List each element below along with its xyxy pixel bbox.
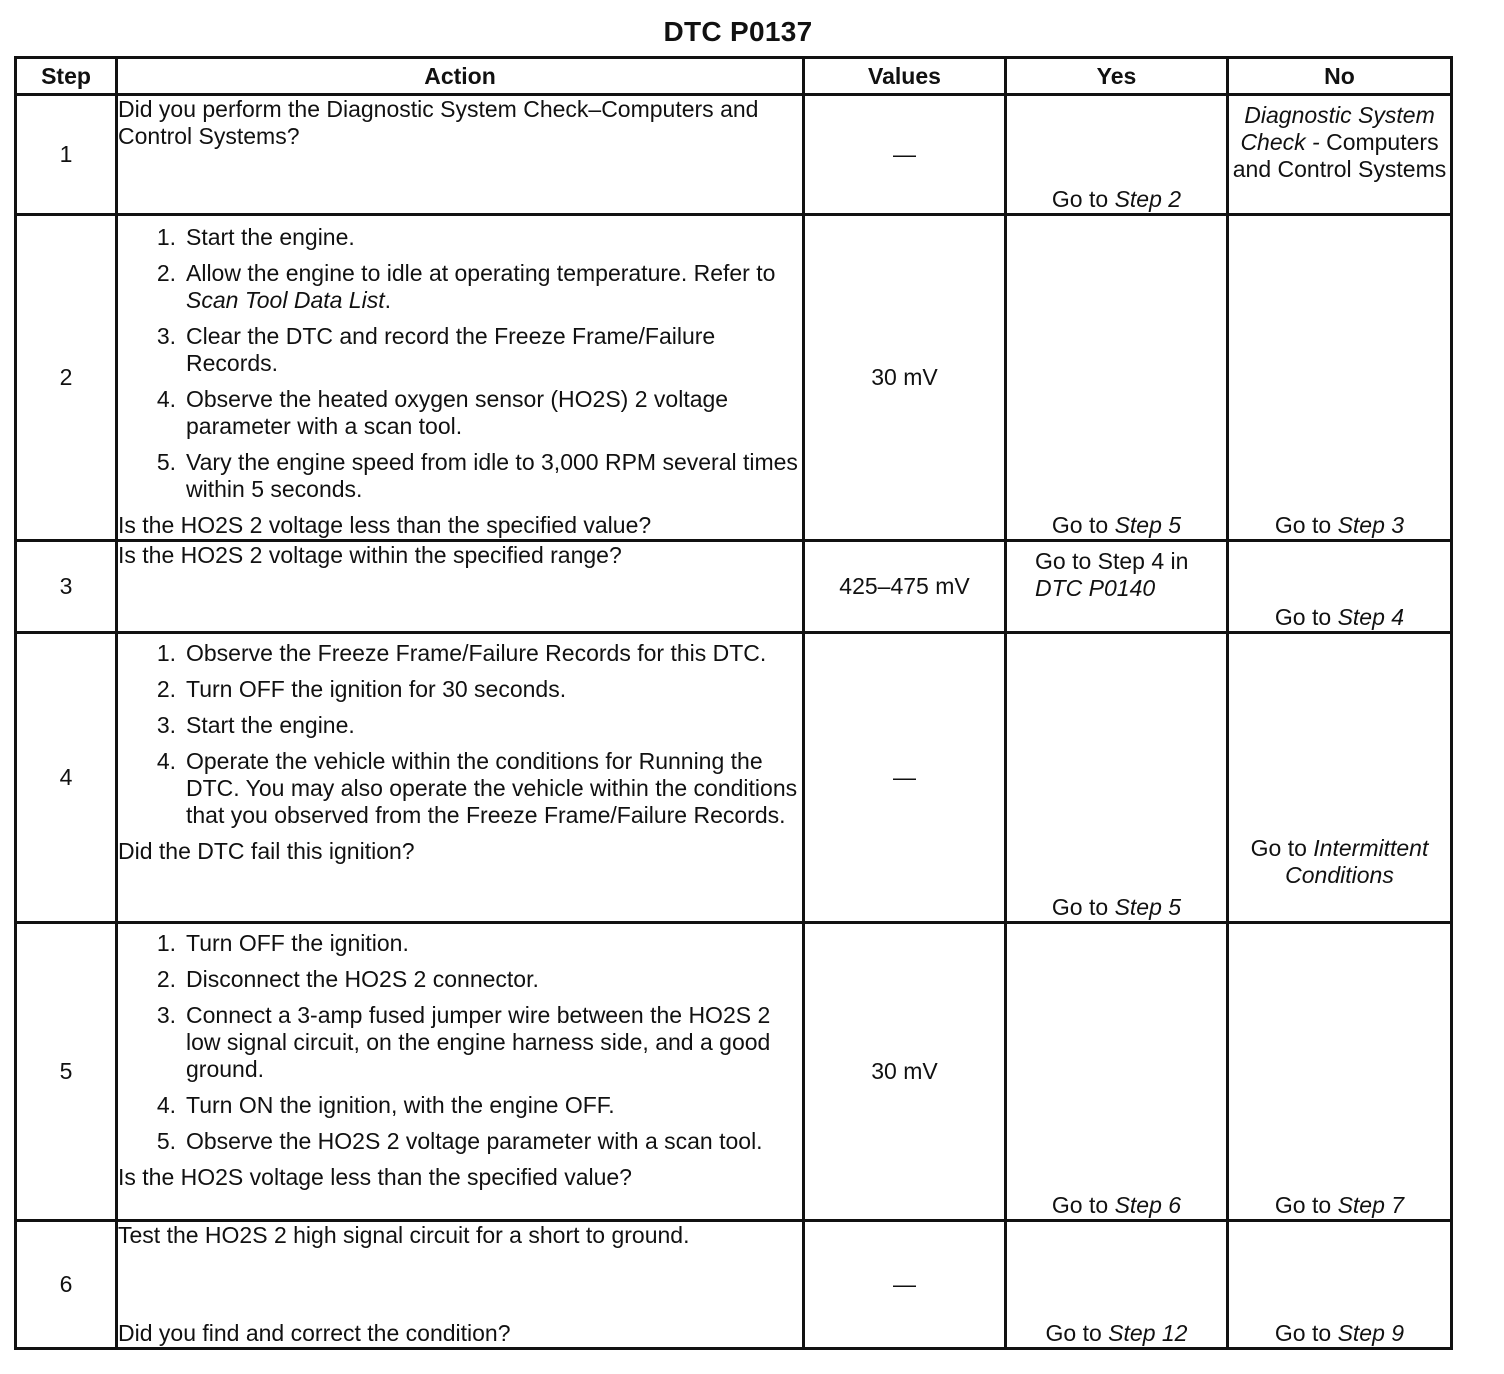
page-title: DTC P0137 [663,16,813,47]
list-item: 5. Observe the HO2S 2 voltage parameter with a scan tool. [156,1128,763,1154]
table-row [16,633,1452,923]
step-number: 5 [16,923,117,1221]
list-item: 1. Start the engine. [156,224,355,250]
step-number: 3 [16,541,117,633]
value-cell: 30 mV [804,923,1006,1221]
no-link[interactable]: Intermittent Conditions [1285,835,1429,888]
action-cell [117,1221,804,1349]
list-item: 1. Turn OFF the ignition. [156,930,409,956]
header-step: Step [16,58,117,95]
header-values: Values [804,58,1006,95]
question-text: Is the HO2S voltage less than the specified value? [118,1164,632,1190]
no-cell: Go to Intermittent Conditions [1228,633,1452,923]
question-text: Did you find and correct the condition? [118,1320,511,1346]
step-number: 2 [16,215,117,541]
yes-link[interactable]: Step 5 [1114,894,1182,920]
yes-link[interactable]: Step 2 [1114,186,1182,212]
value-cell: 30 mV [804,215,1006,541]
list-item: 2. Allow the engine to idle at operating temperature. Refer to Scan Tool Data List. [156,260,776,313]
value-cell: 425–475 mV [804,541,1006,633]
yes-cell: Go to Step 6 [1006,923,1228,1221]
question-text: Did you perform the Diagnostic System Check–Computers and Control Systems? [118,96,759,149]
table-row [16,923,1452,1221]
table-row [16,95,1452,215]
action-steps-list [118,930,802,1155]
list-item: 3. Clear the DTC and record the Freeze Frame/Failure Records. [156,323,716,376]
step-number: 6 [16,1221,117,1349]
yes-link[interactable]: Step 5 [1114,512,1182,538]
value-cell: — [804,1221,1006,1349]
header-yes: Yes [1006,58,1228,95]
action-cell [117,541,804,633]
header-action: Action [117,58,804,95]
no-link[interactable]: Diagnostic System Check - [1240,102,1435,155]
value-cell: — [804,95,1006,215]
list-item: 2. Turn OFF the ignition for 30 seconds. [156,676,567,702]
no-link[interactable]: Step 4 [1337,604,1405,630]
instruction-text: Test the HO2S 2 high signal circuit for a short to ground. [118,1222,690,1248]
yes-cell: Go to Step 12 [1006,1221,1228,1349]
table-row [16,1221,1452,1349]
action-cell [117,633,804,923]
list-item: 4. Observe the heated oxygen sensor (HO2S) 2 voltage parameter with a scan tool. [156,386,729,439]
list-item: 4. Turn ON the ignition, with the engine OFF. [156,1092,615,1118]
table-row [16,541,1452,633]
list-item: 5. Vary the engine speed from idle to 3,000 RPM several times within 5 seconds. [156,449,798,502]
table-row [16,215,1452,541]
yes-link[interactable]: DTC P0140 [1035,575,1156,601]
step-number: 4 [16,633,117,923]
yes-link[interactable]: Step 12 [1108,1320,1188,1346]
yes-prefix: Go to [1051,186,1115,212]
no-cell [1228,95,1452,215]
yes-link[interactable]: Step 6 [1114,1192,1182,1218]
header-row [16,58,1452,95]
list-item: 4. Operate the vehicle within the conditions for Running the DTC. You may also operate the vehicle within the conditions that you observed from the Freeze Frame/Failure Records. [156,748,798,828]
no-link[interactable]: Step 7 [1337,1192,1405,1218]
list-item: 3. Start the engine. [156,712,355,738]
diagnostic-table [14,56,1453,1350]
yes-cell [1006,541,1228,633]
action-cell [117,215,804,541]
no-link[interactable]: Step 3 [1337,512,1405,538]
no-cell: Go to Step 3 [1228,215,1452,541]
yes-text: Go to Step 4 in [1035,548,1189,574]
no-cell: Go to Step 9 [1228,1221,1452,1349]
action-cell [117,95,804,215]
value-cell: — [804,633,1006,923]
question-text: Is the HO2S 2 voltage less than the specified value? [118,512,652,538]
question-text: Is the HO2S 2 voltage within the specified range? [118,542,622,568]
list-item: 1. Observe the Freeze Frame/Failure Records for this DTC. [156,640,767,666]
yes-cell: Go to Step 5 [1006,633,1228,923]
no-cell: Go to Step 7 [1228,923,1452,1221]
no-link[interactable]: Step 9 [1337,1320,1405,1346]
no-cell: Go to Step 4 [1228,541,1452,633]
action-cell [117,923,804,1221]
yes-cell [1006,95,1228,215]
yes-cell: Go to Step 5 [1006,215,1228,541]
no-rest: Computers and Control Systems [1232,129,1447,182]
step-number: 1 [16,95,117,215]
scan-tool-data-list-link[interactable]: Scan Tool Data List [186,287,385,313]
list-item: 3. Connect a 3-amp fused jumper wire between the HO2S 2 low signal circuit, on the engine harness side, and a good ground. [156,1002,771,1082]
action-steps-list [118,224,802,503]
list-item: 2. Disconnect the HO2S 2 connector. [156,966,539,992]
action-steps-list [118,640,802,829]
question-text: Did the DTC fail this ignition? [118,838,415,864]
header-no: No [1228,58,1452,95]
